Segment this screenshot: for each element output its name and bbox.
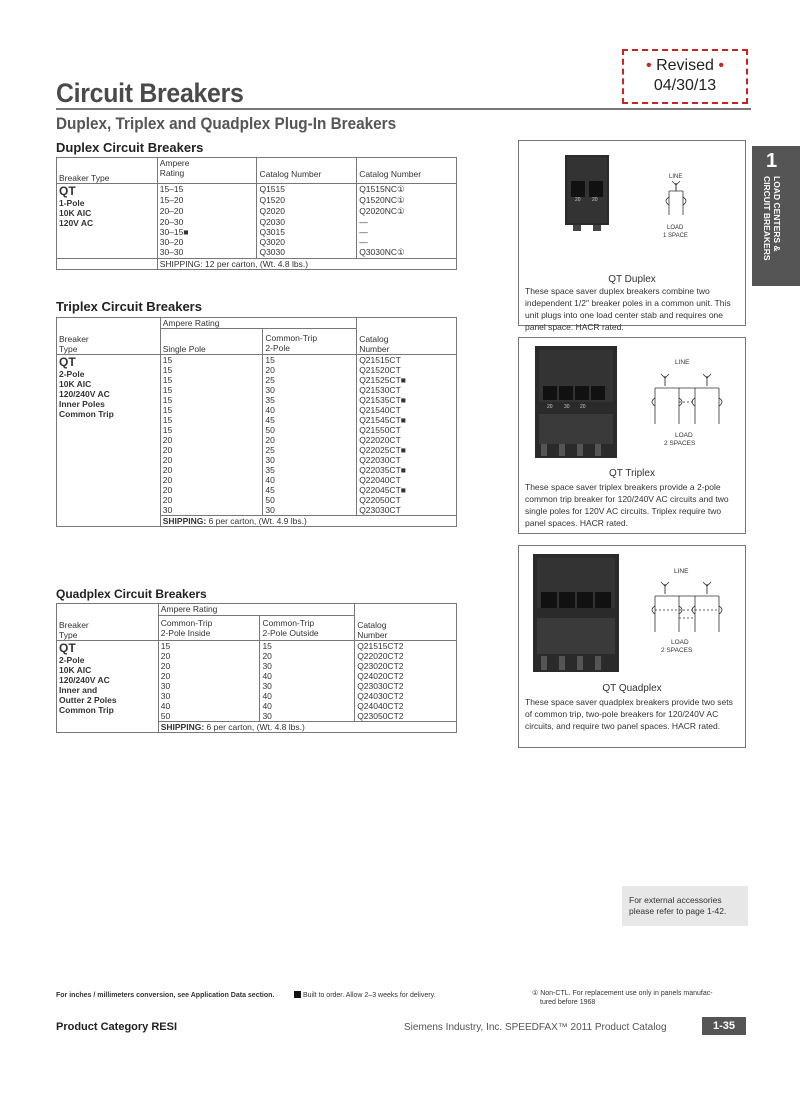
table-cell: 45 (263, 415, 357, 425)
diagram-load-label: LOAD (667, 225, 684, 231)
table-cell: 30 (160, 505, 263, 516)
table-cell: 25 (263, 445, 357, 455)
table-cell: Q24030CT2 (355, 691, 457, 701)
table-cell: 30 (263, 505, 357, 516)
diagram-load-label: LOAD (675, 432, 693, 439)
table-cell: 50 (158, 711, 260, 722)
table-cell: 20 (158, 661, 260, 671)
table-cell: 20 (160, 475, 263, 485)
table-cell: 20 (160, 465, 263, 475)
table-cell: — (357, 227, 457, 237)
table-cell: 15 (160, 415, 263, 425)
handle-label: 20 (580, 404, 586, 410)
table-cell: Q2030 (257, 217, 357, 227)
table-cell: 15 (158, 641, 260, 652)
table-cell: 15 (160, 355, 263, 366)
table-cell: Q22020CT2 (355, 651, 457, 661)
table-cell: 30–30 (157, 247, 257, 259)
table-header: Breaker Type (57, 318, 161, 355)
diagram-line-label: LINE (674, 568, 689, 575)
table-cell: — (357, 237, 457, 247)
table-cell: Q22020CT (357, 435, 457, 445)
duplex-figure (518, 140, 746, 332)
table-cell: 40 (158, 701, 260, 711)
table-cell: 20 (263, 435, 357, 445)
table-cell: 45 (263, 485, 357, 495)
table-cell: Q21545CT■ (357, 415, 457, 425)
table-cell: Q3015 (257, 227, 357, 237)
table-cell: 20–20 (157, 206, 257, 217)
table-cell: 15–20 (157, 195, 257, 206)
table-cell: 15 (263, 355, 357, 366)
triplex-table (56, 317, 457, 527)
table-cell: 20 (160, 485, 263, 495)
table-cell: 40 (263, 475, 357, 485)
table-cell: 15 (160, 375, 263, 385)
table-cell: Q1515NC① (357, 184, 457, 196)
publisher-line: Siemens Industry, Inc. SPEEDFAX™ 2011 Product Catalog (404, 1022, 667, 1033)
table-cell: Q1515 (257, 184, 357, 196)
table-cell: 20 (160, 495, 263, 505)
revised-label: Revised (656, 57, 714, 74)
accessory-note: For external accessories please refer to page 1-42. (622, 886, 748, 926)
diagram-space-label: 1 SPACE (663, 233, 688, 239)
table-cell: Q2020NC① (357, 206, 457, 217)
triplex-breaker-image (519, 338, 747, 463)
table-header: Catalog Number (357, 318, 457, 355)
table-cell: Q21540CT (357, 405, 457, 415)
duplex-table (56, 157, 457, 270)
bullet-icon: • (646, 57, 652, 74)
square-icon (294, 991, 301, 998)
diagram-line-label: LINE (669, 174, 683, 180)
table-cell: 20 (160, 455, 263, 465)
handle-label: 30 (564, 404, 570, 410)
figure-description: These space saver quadplex breakers provide two sets of common trip, two-pole breakers for 120/240V AC circuits, and require two panel spaces. HACR rated. (525, 697, 733, 731)
table-cell: 20 (158, 651, 260, 661)
shipping-info: SHIPPING: 6 per carton, (Wt. 4.8 lbs.) (158, 722, 456, 733)
table-cell: Q22040CT (357, 475, 457, 485)
table-cell: 20 (160, 445, 263, 455)
breaker-type-cell: QT 2-Pole 10K AIC 120/240V AC Inner and Outter 2 Poles Common Trip (59, 641, 117, 715)
diagram-space-label: 2 SPACES (664, 440, 696, 447)
table-cell: 30 (263, 455, 357, 465)
table-cell: Q21535CT■ (357, 395, 457, 405)
table-cell: 15 (160, 425, 263, 435)
title-rule (56, 108, 751, 110)
triplex-section-title: Triplex Circuit Breakers (56, 299, 202, 314)
table-cell: 50 (263, 495, 357, 505)
table-cell: 40 (260, 701, 355, 711)
table-cell: Q23030CT2 (355, 681, 457, 691)
table-cell: 30 (158, 681, 260, 691)
table-cell: Q22030CT (357, 455, 457, 465)
figure-description: These space saver triplex breakers provide a 2-pole common trip breaker for 120/240V AC circuits and two single poles for 120V AC circuits. Triplex require two panel spaces. HACR rated. (525, 482, 729, 528)
table-cell: Q24040CT2 (355, 701, 457, 711)
table-cell: Q23020CT2 (355, 661, 457, 671)
page-number: 1-35 (702, 1017, 746, 1035)
table-header: Catalog Number (357, 158, 457, 184)
table-header: Ampere Rating (157, 158, 257, 184)
table-cell: Q3020 (257, 237, 357, 247)
breaker-type-cell: QT 1-Pole 10K AIC 120V AC (59, 184, 94, 228)
table-cell: Q21550CT (357, 425, 457, 435)
table-cell: 15 (260, 641, 355, 652)
diagram-load-label: LOAD (671, 639, 689, 646)
table-cell: 15 (160, 405, 263, 415)
page-subtitle: Duplex, Triplex and Quadplex Plug-In Breakers (56, 114, 397, 133)
conversion-note: For inches / millimeters conversion, see Application Data section. (56, 992, 275, 999)
handle-label: 20 (575, 197, 581, 203)
product-category: Product Category RESI (56, 1021, 178, 1033)
table-header: Common-Trip 2-Pole Inside (158, 615, 260, 640)
table-header: Single Pole (160, 329, 263, 355)
quadplex-breaker-image (519, 546, 747, 678)
table-cell: 20–30 (157, 217, 257, 227)
breaker-type-cell: QT 2-Pole 10K AIC 120/240V AC Inner Poles Common Trip (59, 355, 114, 419)
diagram-space-label: 2 SPACES (661, 647, 693, 654)
table-cell: 30–20 (157, 237, 257, 247)
table-cell: 25 (263, 375, 357, 385)
shipping-info: SHIPPING: 12 per carton, (Wt. 4.8 lbs.) (157, 259, 456, 270)
table-cell: Q21530CT (357, 385, 457, 395)
table-cell: 40 (260, 691, 355, 701)
table-cell: Q1520NC① (357, 195, 457, 206)
table-cell: Q23030CT (357, 505, 457, 516)
section-tab-number: 1 (766, 150, 778, 172)
table-cell: 50 (263, 425, 357, 435)
page-title: Circuit Breakers (56, 78, 244, 108)
quadplex-figure (518, 545, 746, 748)
quadplex-table (56, 603, 457, 733)
table-cell: Q2020 (257, 206, 357, 217)
table-cell: Q1520 (257, 195, 357, 206)
table-header: Common-Trip 2-Pole Outside (260, 615, 355, 640)
table-cell: 15 (160, 365, 263, 375)
figure-caption: QT Quadplex (602, 683, 662, 694)
table-cell: Q22050CT (357, 495, 457, 505)
table-cell: Q21515CT (357, 355, 457, 366)
table-header: Catalog Number (355, 604, 457, 641)
table-cell: Q21515CT2 (355, 641, 457, 652)
non-ctl-note: ① Non-CTL. For replacement use only in panels manufac- tured before 1968 (532, 990, 713, 1006)
table-cell: Q3030NC① (357, 247, 457, 259)
section-tab[interactable] (752, 146, 800, 286)
table-cell: Q21520CT (357, 365, 457, 375)
table-cell: 35 (263, 395, 357, 405)
handle-label: 20 (592, 197, 598, 203)
duplex-section-title: Duplex Circuit Breakers (56, 140, 204, 155)
table-header: Breaker Type (57, 604, 159, 641)
table-header: Catalog Number (257, 158, 357, 184)
table-cell: 40 (263, 405, 357, 415)
table-cell: 15 (160, 385, 263, 395)
table-cell: Q22035CT■ (357, 465, 457, 475)
table-cell: 20 (260, 651, 355, 661)
table-cell: 15 (160, 395, 263, 405)
table-group-header: Ampere Rating (158, 604, 354, 616)
figure-description: These space saver duplex breakers combine two independent 1/2" breaker poles in a common unit. This unit plugs into one load center stab and requires one panel space. HACR rated. (525, 286, 731, 332)
duplex-breaker-image (519, 141, 747, 269)
table-header: Common-Trip 2-Pole (263, 329, 357, 355)
table-cell: 35 (263, 465, 357, 475)
revised-date: 04/30/13 (653, 77, 717, 94)
table-cell: 20 (160, 435, 263, 445)
diagram-line-label: LINE (675, 359, 690, 366)
table-cell: Q22025CT■ (357, 445, 457, 455)
table-cell: 30 (260, 681, 355, 691)
table-cell: 30 (158, 691, 260, 701)
table-cell: 15–15 (157, 184, 257, 196)
table-header: Breaker Type (57, 158, 158, 184)
quadplex-section-title: Quadplex Circuit Breakers (56, 587, 207, 601)
table-cell: 20 (263, 365, 357, 375)
table-cell: Q22045CT■ (357, 485, 457, 495)
table-cell: Q21525CT■ (357, 375, 457, 385)
table-group-header: Ampere Rating (160, 318, 356, 329)
table-cell: 30 (260, 661, 355, 671)
table-cell: 30 (263, 385, 357, 395)
figure-caption: QT Triplex (609, 468, 655, 479)
table-cell: Q23050CT2 (355, 711, 457, 722)
bullet-icon: • (718, 57, 724, 74)
section-tab-label: LOAD CENTERS & CIRCUIT BREAKERS (762, 176, 782, 261)
revised-stamp (622, 49, 748, 104)
table-cell: 30–15■ (157, 227, 257, 237)
table-cell: 20 (158, 671, 260, 681)
table-cell: Q24020CT2 (355, 671, 457, 681)
shipping-info: SHIPPING: 6 per carton, (Wt. 4.9 lbs.) (160, 516, 456, 527)
triplex-figure (518, 337, 746, 534)
figure-caption: QT Duplex (608, 274, 656, 285)
handle-label: 20 (547, 404, 553, 410)
table-cell: 40 (260, 671, 355, 681)
built-to-order-note: Built to order. Allow 2–3 weeks for delivery. (294, 991, 436, 1000)
table-cell: — (357, 217, 457, 227)
table-cell: Q3030 (257, 247, 357, 259)
table-cell: 30 (260, 711, 355, 722)
